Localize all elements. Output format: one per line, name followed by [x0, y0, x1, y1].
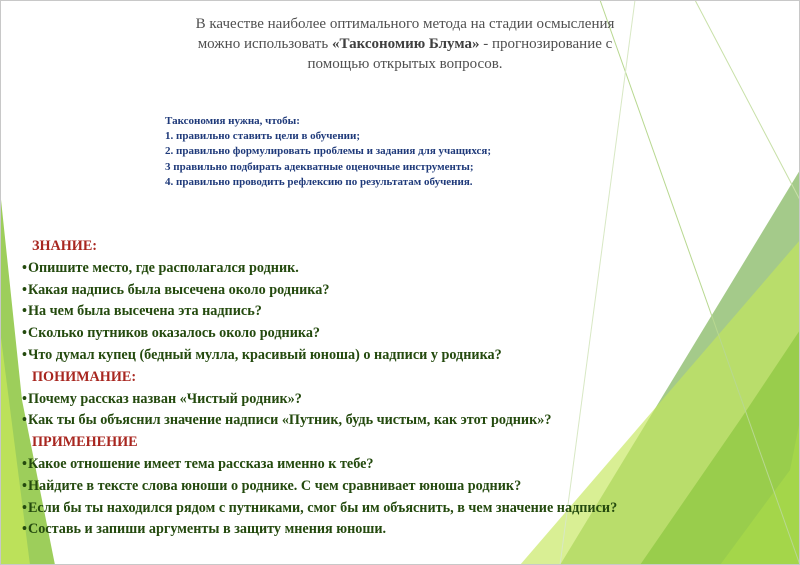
- section-heading-knowledge: ЗНАНИЕ:: [32, 238, 98, 254]
- bloom-taxonomy-term: «Таксономию Блума»: [331, 36, 480, 52]
- question-item: • Как ты бы объяснил значение надписи «Путник, будь чистым, как этот родник»?: [22, 410, 782, 432]
- intro-text: [150, 14, 660, 74]
- question-item: • Что думал купец (бедный мулла, красивый юноша) о надписи у родника?: [22, 345, 782, 367]
- purpose-item: 4. правильно проводить рефлексию по результатам обучения.: [165, 175, 473, 188]
- taxonomy-purpose-block: [165, 114, 635, 190]
- purpose-item: 1. правильно ставить цели в обучении;: [165, 130, 360, 143]
- intro-line-3: помощью открытых вопросов.: [307, 56, 503, 72]
- intro-line-2: [150, 34, 660, 54]
- question-item: • Опишите место, где располагался родник.: [22, 258, 782, 280]
- question-item: • Найдите в тексте слова юноши о роднике. С чем сравнивает юноша родник?: [22, 476, 782, 498]
- question-item: • Составь и запиши аргументы в защиту мнения юноши.: [22, 519, 782, 541]
- question-item: • Почему рассказ назван «Чистый родник»?: [22, 389, 782, 411]
- question-item: • Если бы ты находился рядом с путниками, смог бы им объяснить, в чем значение надписи?: [22, 498, 782, 520]
- question-list: [22, 236, 782, 541]
- section-heading-understanding: ПОНИМАНИЕ:: [32, 368, 137, 385]
- intro-line-2-end: - прогнозирование с: [479, 36, 613, 52]
- section-heading-application: ПРИМЕНЕНИЕ: [32, 434, 138, 451]
- purpose-title: Таксономия нужна, чтобы:: [165, 115, 300, 127]
- purpose-item: 3 правильно подбирать адекватные оценочные инструменты;: [165, 160, 474, 173]
- question-item: • На чем была высечена эта надпись?: [22, 301, 782, 323]
- question-item: • Какое отношение имеет тема рассказа именно к тебе?: [22, 454, 782, 476]
- intro-line-1: В качестве наиболее оптимального метода на стадии осмысления: [195, 16, 615, 32]
- intro-line-2-start: можно использовать: [197, 36, 332, 52]
- question-item: • Какая надпись была высечена около родника?: [22, 280, 782, 302]
- question-item: • Сколько путников оказалось около родника?: [22, 323, 782, 345]
- purpose-item: 2. правильно формулировать проблемы и задания для учащихся;: [165, 145, 492, 158]
